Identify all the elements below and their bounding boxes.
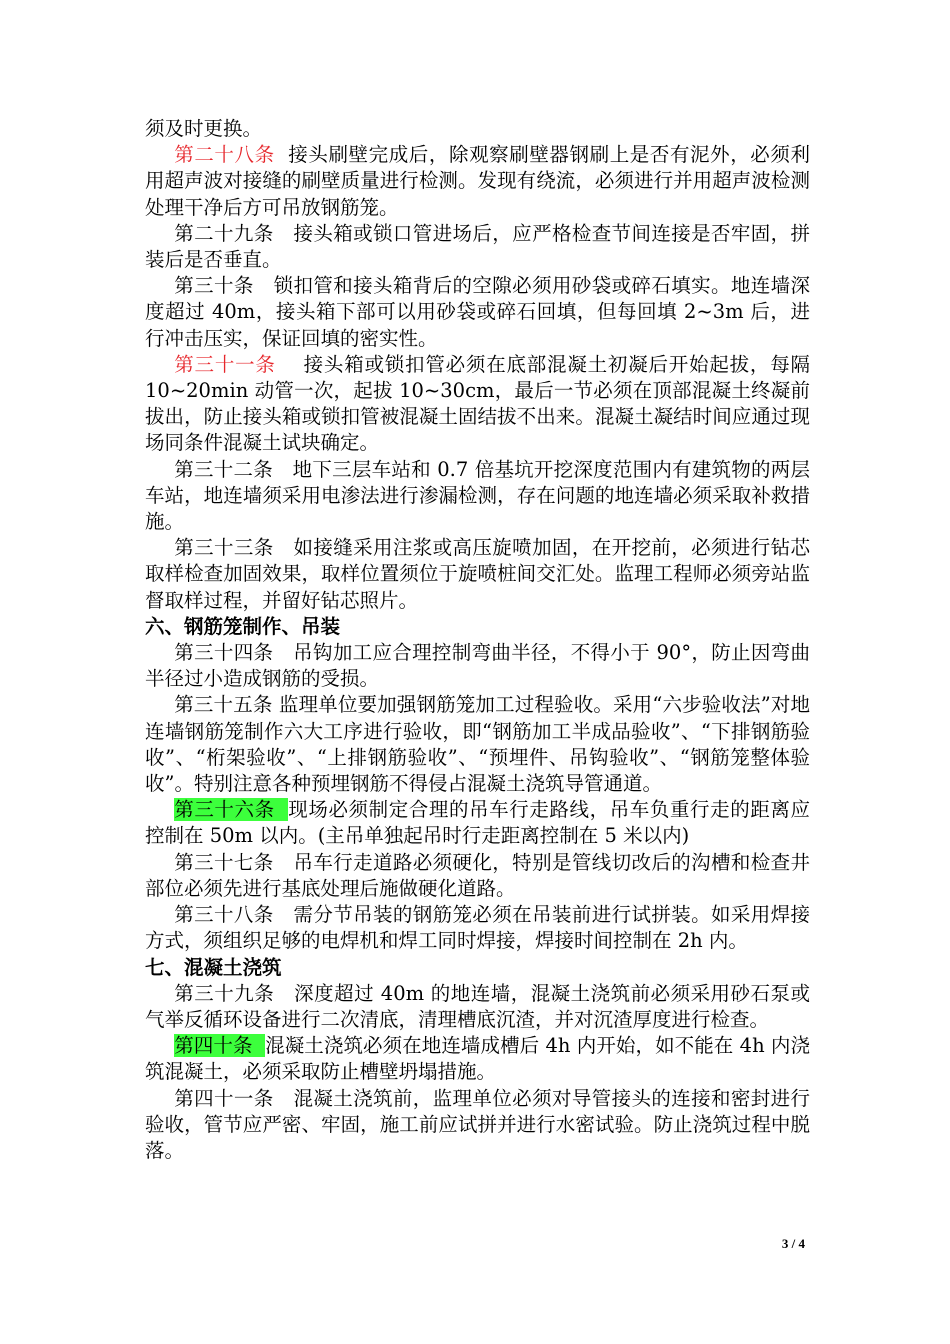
article-37: 第三十七条 吊车行走道路必须硬化，特别是管线切改后的沟槽和检查井部位必须先进行基底处理后施做硬化道路。: [145, 850, 810, 900]
article-31-text: 接头箱或锁扣管必须在底部混凝土初凝后开始起拔，每隔 10~20min 动管一次，起拔 10~30cm，最后一节必须在顶部混凝土终凝前拔出，防止接头箱或锁扣管被混凝土固结拔不出来。混凝土凝结时间应通过现场同条件混凝土试块确定。: [145, 352, 810, 455]
section-heading-6: 六、钢筋笼制作、吊装: [145, 614, 341, 638]
article-30: 第三十条 锁扣管和接头箱背后的空隙必须用砂袋或碎石填实。地连墙深度超过 40m，接头箱下部可以用砂袋或碎石回填，但每回填 2~3m 后，进行冲击压实，保证回填的密实性。: [145, 274, 810, 350]
article-36-label-text: 第三十六条: [174, 798, 275, 822]
article-28-text: 接头刷壁完成后，除观察刷壁器钢刷上是否有泥外，必须利用超声波对接缝的刷壁质量进行检测。发现有绕流，必须进行并用超声波检测处理干净后方可吊放钢筋笼。: [145, 143, 810, 219]
article-36: [145, 797, 810, 849]
page-number: 3 / 4: [781, 1236, 805, 1251]
article-33: 第三十三条 如接缝采用注浆或高压旋喷加固，在开挖前，必须进行钻芯取样检查加固效果，取样位置须位于旋喷桩间交汇处。监理工程师必须旁站监督取样过程，并留好钻芯照片。: [145, 536, 810, 612]
article-39: 第三十九条 深度超过 40m 的地连墙，混凝土浇筑前必须采用砂石泵或气举反循环设备进行二次清底，清理槽底沉渣，并对沉渣厚度进行检查。: [145, 981, 810, 1031]
article-31: [145, 352, 810, 457]
article-40-label: [174, 1034, 265, 1057]
article-28-label: 第二十八条: [174, 143, 275, 167]
article-36-text: 现场必须制定合理的吊车行走路线，吊车负重行走的距离应控制在 50m 以内。(主吊单独起吊时行走距离控制在 5 米以内): [145, 798, 810, 848]
section-heading-7: 七、混凝土浇筑: [145, 955, 282, 979]
article-40: [145, 1033, 810, 1085]
article-29: 第二十九条 接头箱或锁口管进场后，应严格检查节间连接是否牢固，拼装后是否垂直。: [145, 221, 810, 272]
article-32: 第三十二条 地下三层车站和 0.7 倍基坑开挖深度范围内有建筑物的两层车站，地连墙须采用电渗法进行渗漏检测，存在问题的地连墙必须采取补救措施。: [145, 457, 810, 534]
article-36-label: [174, 798, 288, 821]
article-40-label-text: 第四十条: [174, 1034, 253, 1058]
article-38: 第三十八条 需分节吊装的钢筋笼必须在吊装前进行试拼装。如采用焊接方式，须组织足够的电焊机和焊工同时焊接，焊接时间控制在 2h 内。: [145, 903, 810, 953]
document-body: [145, 116, 810, 1164]
article-40-text: 混凝土浇筑必须在地连墙成槽后 4h 内开始，如不能在 4h 内浇筑混凝土，必须采取防止槽壁坍塌措施。: [145, 1034, 810, 1084]
article-28: [145, 142, 810, 221]
article-35: 第三十五条 监理单位要加强钢筋笼加工过程验收。采用“六步验收法”对地连墙钢筋笼制作六大工序进行验收，即“钢筋加工半成品验收”、“下排钢筋验收”、“桁架验收”、“上排钢筋验收”、“预埋件、吊钩验收”、“钢筋笼整体验收”。特别注意各种预埋钢筋不得侵占混凝土浇筑导管通道。: [145, 693, 810, 796]
article-31-label: 第三十一条: [174, 352, 276, 376]
article-34: 第三十四条 吊钩加工应合理控制弯曲半径，不得小于 90°，防止因弯曲半径过小造成钢筋的受损。: [145, 641, 810, 691]
paragraph-continuation: 须及时更换。: [145, 117, 263, 140]
article-41: 第四十一条 混凝土浇筑前，监理单位必须对导管接头的连接和密封进行验收，管节应严密、牢固，施工前应试拼并进行水密试验。防止浇筑过程中脱落。: [145, 1086, 810, 1162]
